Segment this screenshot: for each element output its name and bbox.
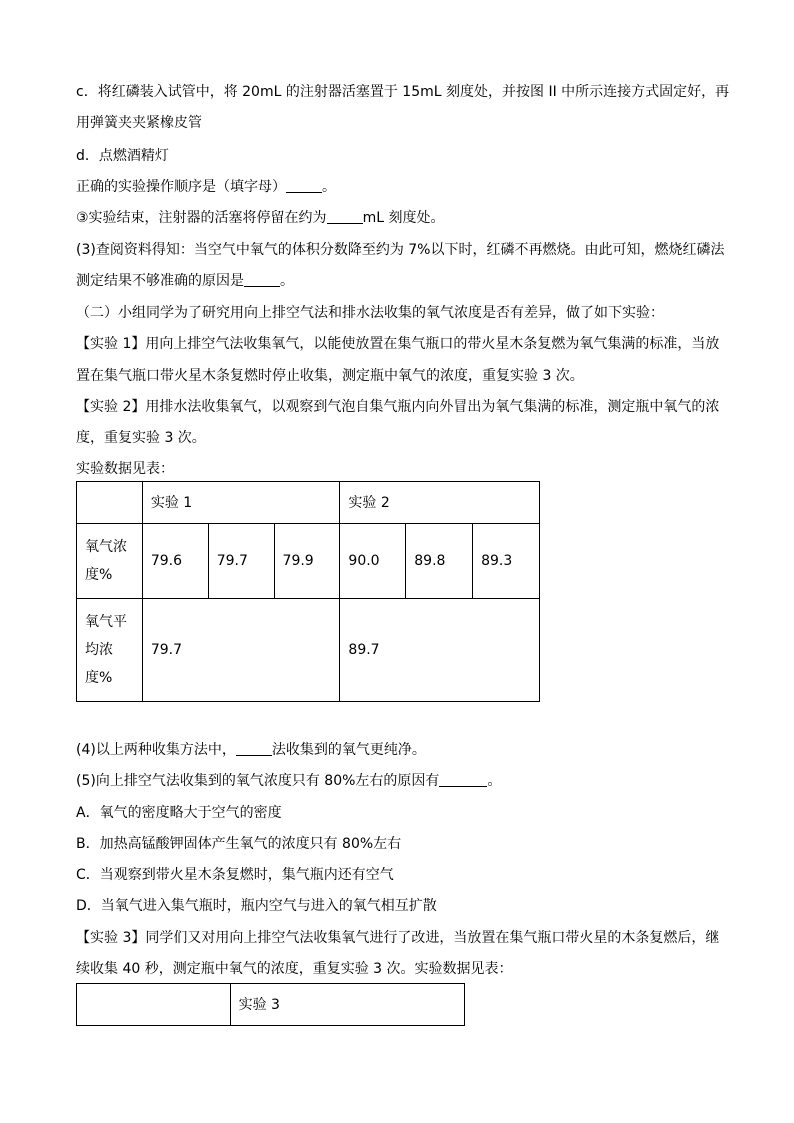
experiment-3-line1: 【实验 3】同学们又对用向上排空气法收集氧气进行了改进，当放置在集气瓶口带火星的木条复燃后，继 <box>76 930 720 946</box>
header-experiment-2: 实验 2 <box>340 482 540 524</box>
data-table-1 <box>76 481 540 702</box>
question-5 <box>76 771 501 791</box>
answer-blank <box>286 178 322 193</box>
header-experiment-3: 实验 3 <box>230 984 464 1026</box>
step-d: d．点燃酒精灯 <box>76 148 169 164</box>
question-4 <box>76 740 426 760</box>
answer-blank <box>439 772 487 787</box>
experiment-2-line1: 【实验 2】用排水法收集氧气，以观察到气泡自集气瓶内向外冒出为氧气集满的标准，测定瓶中氧气的浓 <box>76 399 720 415</box>
data-table-2 <box>76 983 465 1026</box>
table-cell: 79.7 <box>208 524 274 599</box>
table-2-header-row <box>77 984 465 1026</box>
part-2-intro: （二）小组同学为了研究用向上排空气法和排水法收集的氧气浓度是否有差异，做了如下实验： <box>76 305 664 321</box>
paragraph-3-line2 <box>76 271 294 291</box>
table-cell-average-2: 89.7 <box>340 599 540 702</box>
question-order <box>76 177 336 197</box>
question-4-end: 法收集到的氧气更纯净。 <box>271 742 426 758</box>
question-5-end: 。 <box>487 773 502 789</box>
step-c-line2: 用弹簧夹夹紧橡皮管 <box>76 115 202 131</box>
table-cell: 89.3 <box>473 524 540 599</box>
question-order-end: 。 <box>322 179 336 195</box>
table-row-average <box>77 599 540 702</box>
answer-blank <box>327 209 363 224</box>
paragraph-3-end: 。 <box>280 273 294 289</box>
question-order-text: 正确的实验操作顺序是（填字母） <box>76 179 286 195</box>
option-a: A．氧气的密度略大于空气的密度 <box>76 805 282 821</box>
table-header-row <box>77 482 540 524</box>
question-3 <box>76 208 444 228</box>
table-cell: 89.8 <box>406 524 473 599</box>
paragraph-3-text: 测定结果不够准确的原因是 <box>76 273 244 289</box>
experiment-2-line2: 度，重复实验 3 次。 <box>76 430 206 446</box>
option-b: B．加热高锰酸钾固体产生氧气的浓度只有 80%左右 <box>76 836 402 852</box>
table-cell-average-1: 79.7 <box>142 599 340 702</box>
row-label-average: 氧气平 均浓 度% <box>77 599 143 702</box>
paragraph-3-line1: (3)查阅资料得知：当空气中氧气的体积分数降至约为 7%以下时，红磷不再燃烧。由此可知，燃烧红磷法 <box>76 242 725 258</box>
question-5-text: (5)向上排空气法收集到的氧气浓度只有 80%左右的原因有 <box>76 773 440 789</box>
experiment-3-line2: 续收集 40 秒，测定瓶中氧气的浓度，重复实验 3 次。实验数据见表： <box>76 961 513 977</box>
table-2-corner-cell <box>77 984 231 1026</box>
question-4-text: (4)以上两种收集方法中， <box>76 742 236 758</box>
table-cell: 79.9 <box>274 524 340 599</box>
table-corner-cell <box>77 482 143 524</box>
question-3-text: ③实验结束，注射器的活塞将停留在约为 <box>76 210 327 226</box>
row-label-concentration: 氧气浓 度% <box>77 524 143 599</box>
step-c-line1: c．将红磷装入试管中，将 20mL 的注射器活塞置于 15mL 刻度处，并按图 II 中所示连接方式固定好，再 <box>76 84 730 100</box>
header-experiment-1: 实验 1 <box>142 482 340 524</box>
table-cell: 90.0 <box>340 524 406 599</box>
option-d: D．当氧气进入集气瓶时，瓶内空气与进入的氧气相互扩散 <box>76 898 437 914</box>
question-3-end: mL 刻度处。 <box>362 210 445 226</box>
table-row-concentration <box>77 524 540 599</box>
answer-blank <box>236 741 272 756</box>
table-intro: 实验数据见表： <box>76 461 174 477</box>
option-c: C．当观察到带火星木条复燃时，集气瓶内还有空气 <box>76 867 394 883</box>
experiment-1-line1: 【实验 1】用向上排空气法收集氧气，以能使放置在集气瓶口的带火星木条复燃为氧气集满的标准，当放 <box>76 336 720 352</box>
answer-blank <box>244 272 280 287</box>
table-cell: 79.6 <box>142 524 208 599</box>
experiment-1-line2: 置在集气瓶口带火星木条复燃时停止收集，测定瓶中氧气的浓度，重复实验 3 次。 <box>76 368 584 384</box>
